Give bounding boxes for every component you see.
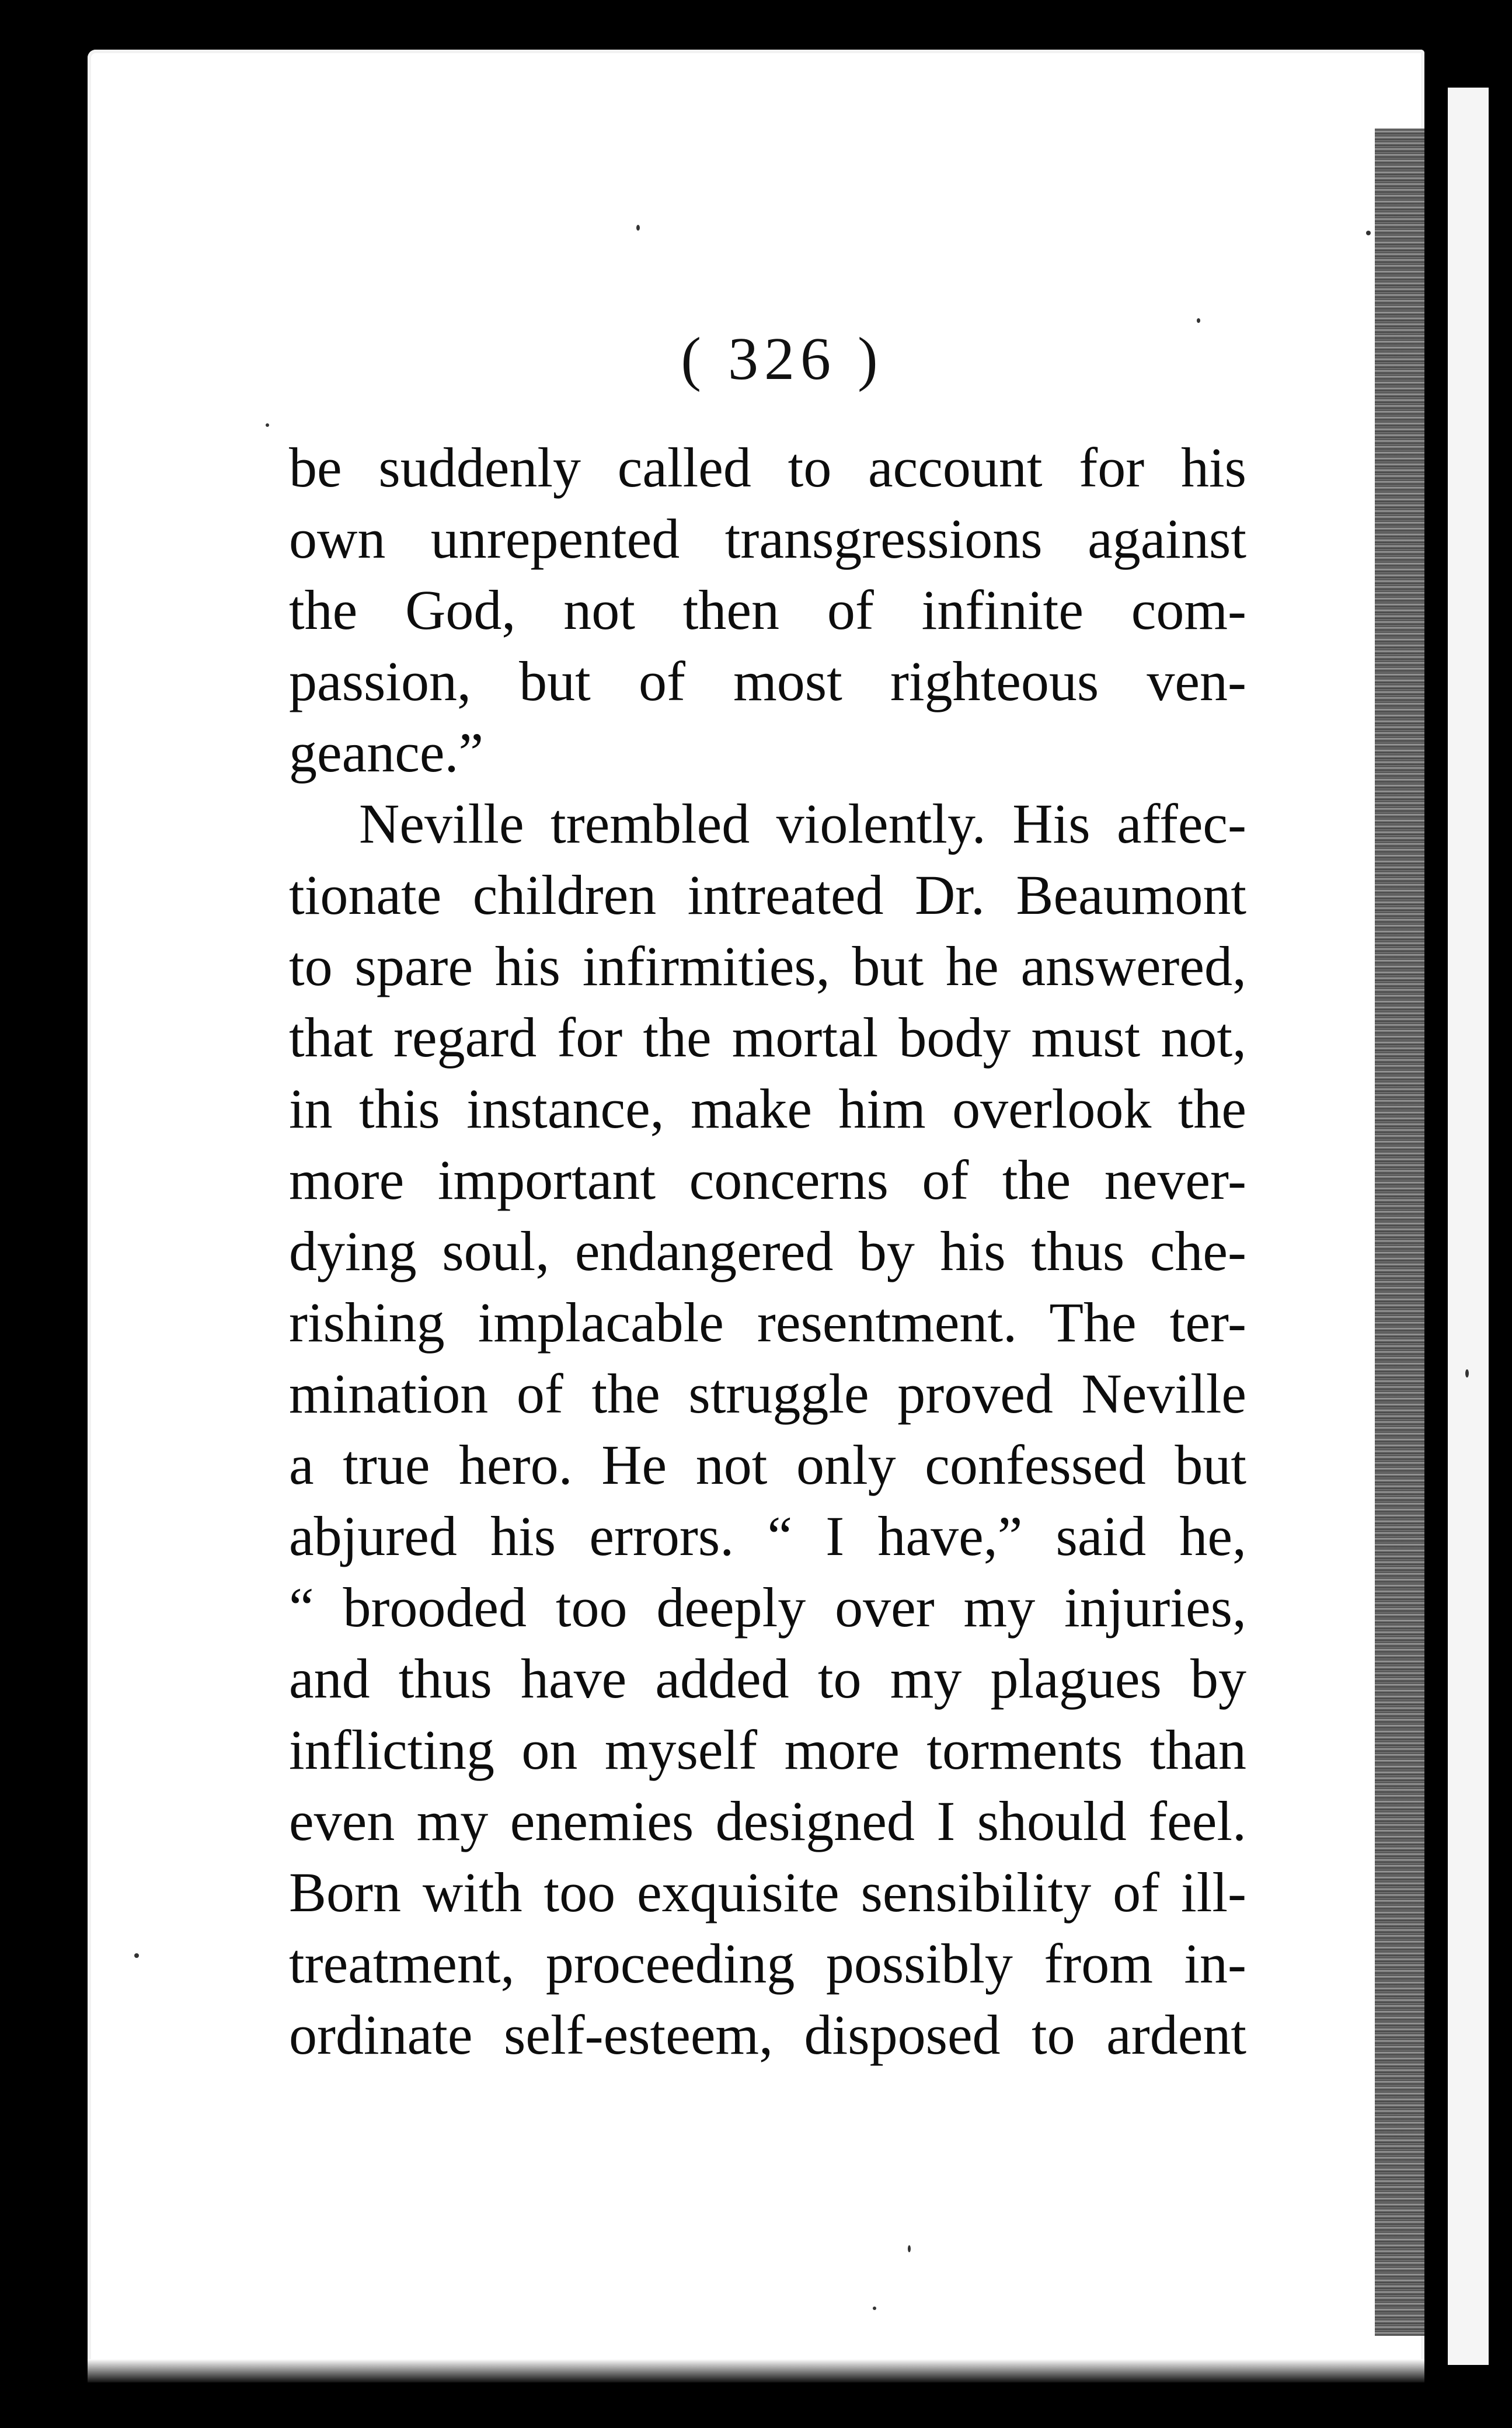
text-line: a true hero. He not only confessed but: [289, 1434, 1246, 1496]
text-line: own unrepented transgressions against: [289, 507, 1246, 570]
text-line: geance.”: [289, 721, 484, 784]
text-line: passion, but of most righteous ven-: [289, 650, 1246, 712]
text-line: be suddenly called to account for his: [289, 436, 1246, 499]
text-line: ordinate self-esteem, disposed to ardent: [289, 2003, 1246, 2066]
print-speck: [1197, 318, 1200, 323]
text-line: inflicting on myself more torments than: [289, 1719, 1246, 1781]
print-speck: [266, 423, 269, 427]
print-speck: [134, 1953, 139, 1958]
adjacent-page-strip: [1448, 88, 1489, 2365]
paragraph-first-line: Neville trembled violently. His affec-: [359, 792, 1246, 855]
text-line: rishing implacable resentment. The ter-: [289, 1291, 1246, 1354]
page-bottom-shadow: [88, 2359, 1424, 2382]
text-line: treatment, proceeding possibly from in-: [289, 1932, 1246, 1995]
page-number: ( 326 ): [681, 325, 884, 392]
print-speck: [908, 2245, 911, 2252]
print-speck: [873, 2307, 876, 2310]
print-speck: [636, 225, 640, 231]
text-line: Born with too exquisite sensibility of ill-: [289, 1861, 1246, 1923]
text-line: in this instance, make him overlook the: [289, 1077, 1246, 1140]
text-line: abjured his errors. “ I have,” said he,: [289, 1505, 1246, 1567]
text-line: more important concerns of the never-: [289, 1149, 1246, 1211]
text-line: even my enemies designed I should feel.: [289, 1790, 1246, 1852]
text-line: “ brooded too deeply over my injuries,: [289, 1576, 1246, 1639]
page-edge-texture: [1375, 128, 1424, 2336]
text-line: mination of the struggle proved Neville: [289, 1362, 1246, 1425]
text-line: tionate children intreated Dr. Beaumont: [289, 864, 1246, 926]
text-line: to spare his infirmities, but he answered,: [289, 935, 1246, 997]
text-line: the God, not then of infinite com-: [289, 579, 1246, 641]
print-speck: [1366, 231, 1371, 235]
text-line: that regard for the mortal body must not,: [289, 1006, 1246, 1069]
body-text: [289, 432, 1246, 2071]
print-speck: [1465, 1369, 1469, 1378]
text-line: dying soul, endangered by his thus che-: [289, 1220, 1246, 1282]
text-line: and thus have added to my plagues by: [289, 1647, 1246, 1710]
